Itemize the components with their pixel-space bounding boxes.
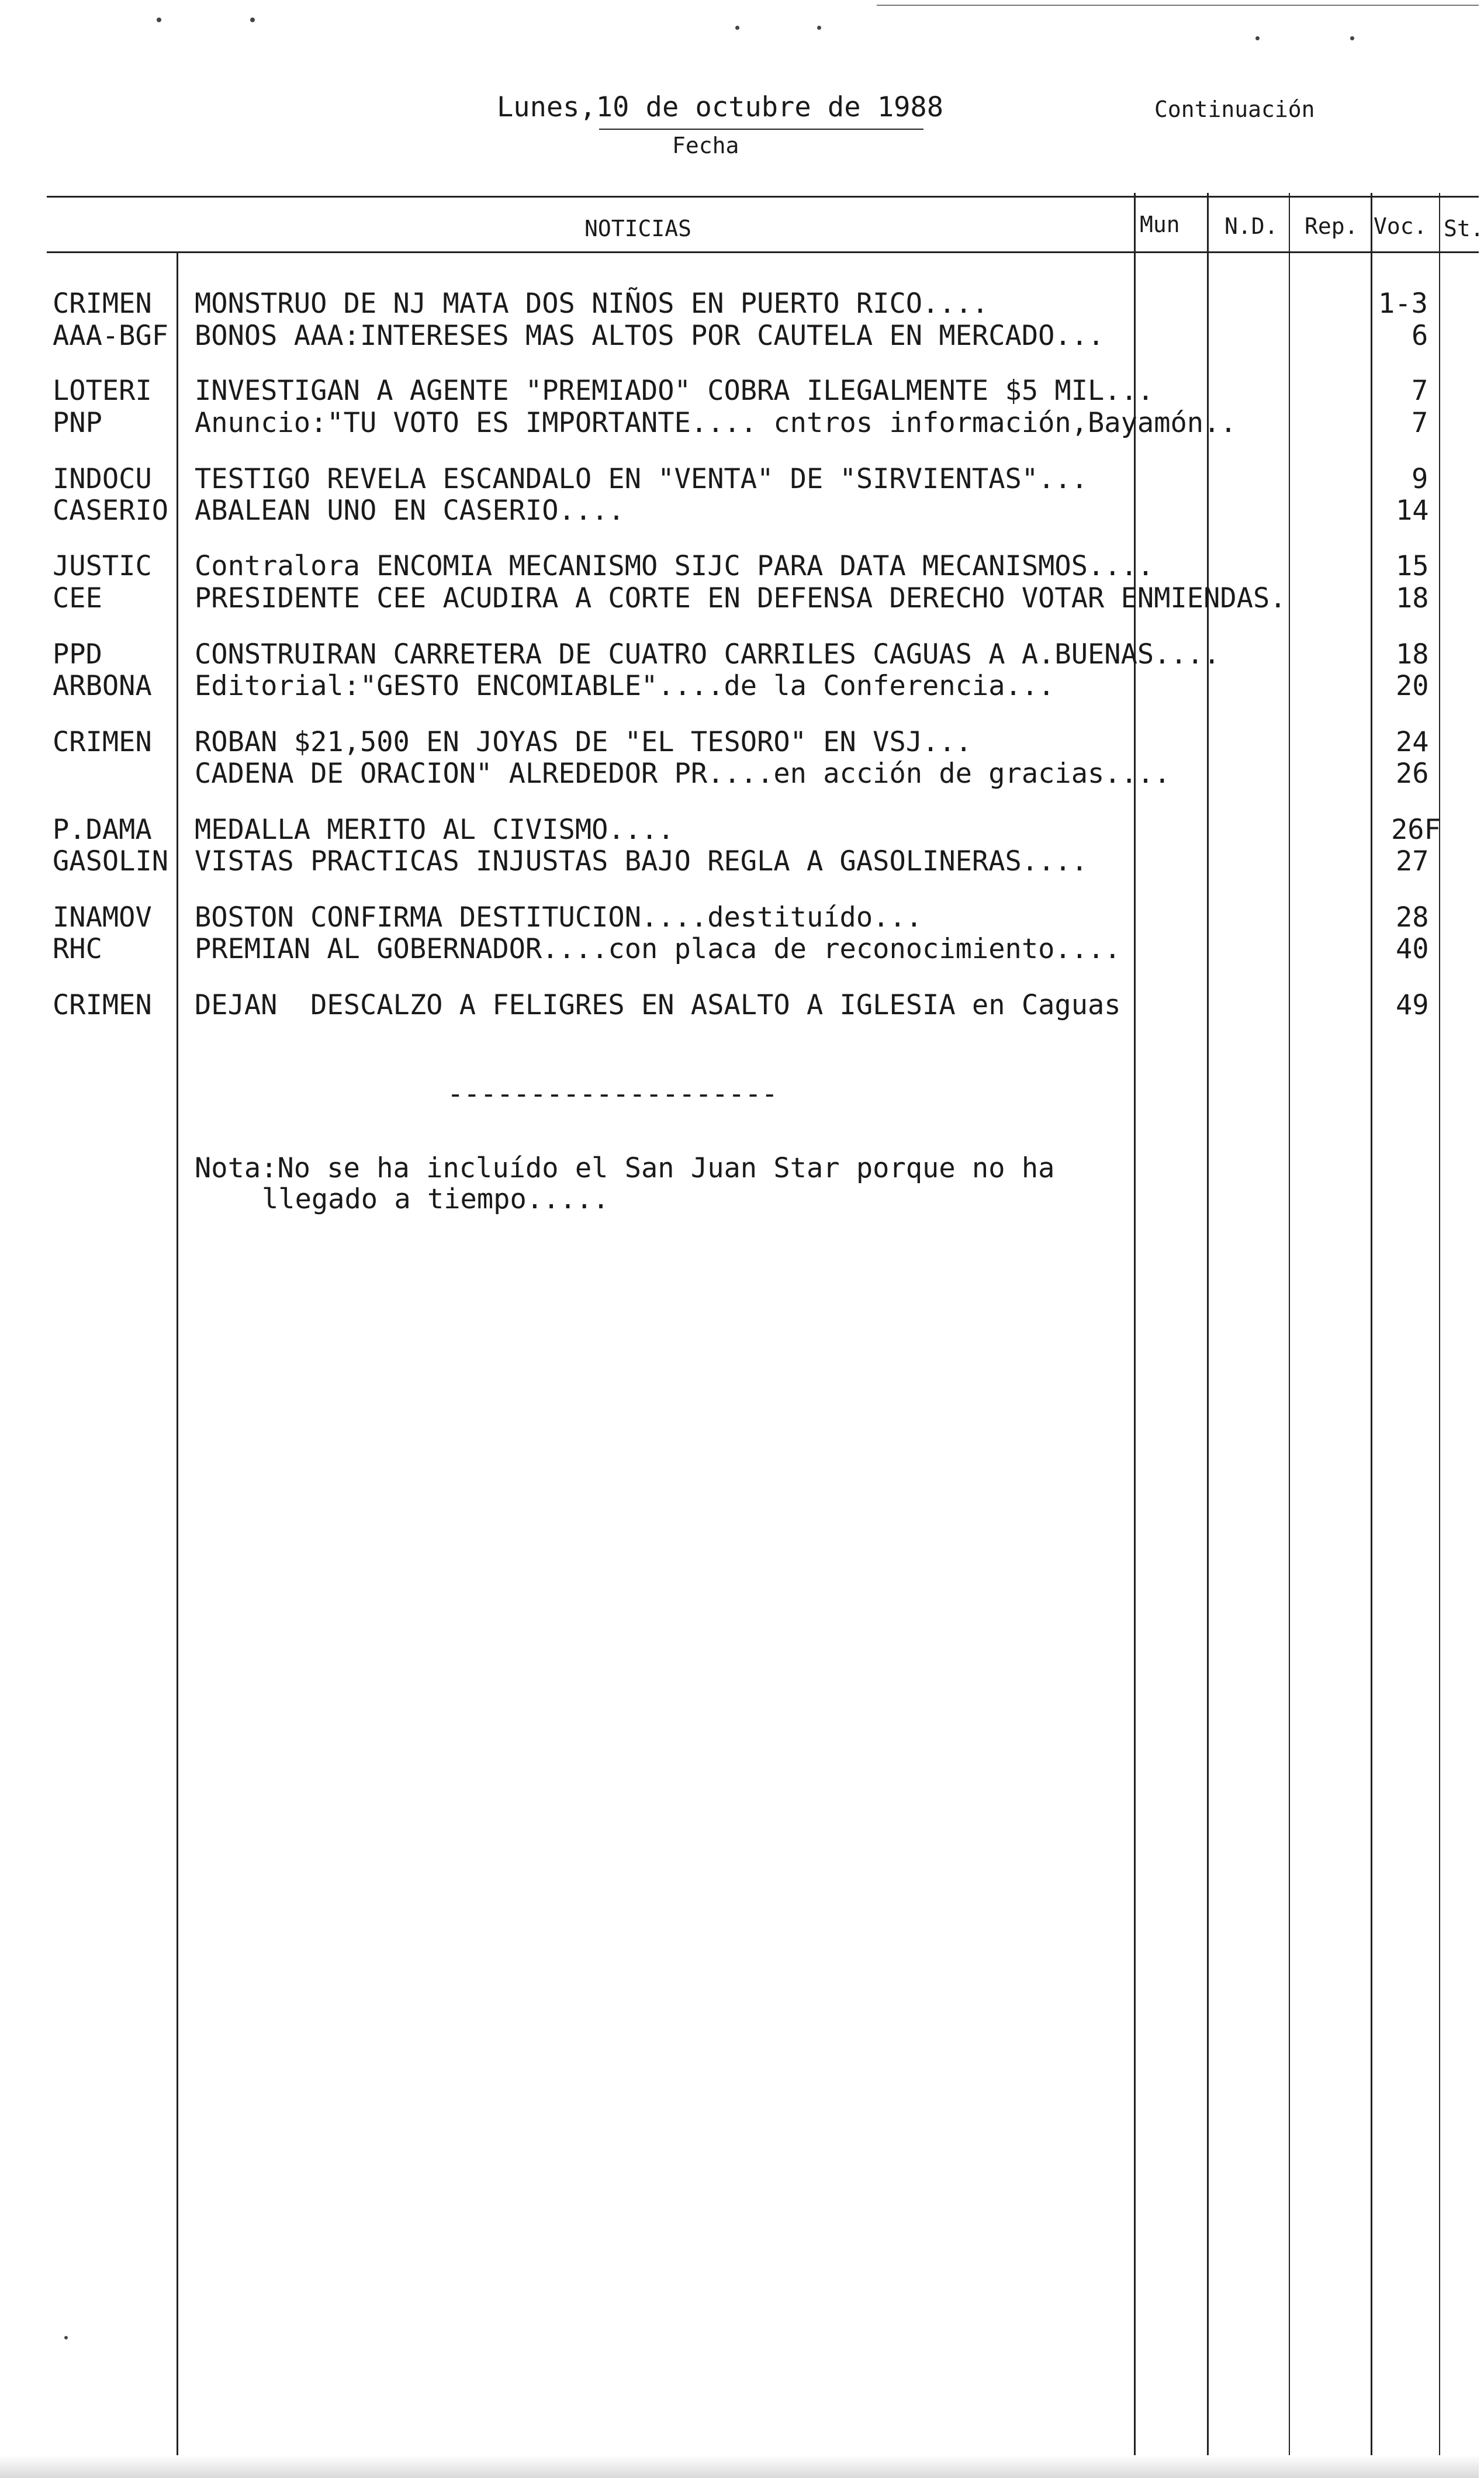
scan-speck (817, 26, 821, 30)
row-page: 40 (1396, 933, 1429, 965)
row-tag: CASERIO (53, 495, 169, 527)
row-tag: AAA-BGF (53, 320, 169, 352)
row-headline: MEDALLA MERITO AL CIVISMO.... (195, 814, 674, 846)
scan-speck (250, 18, 255, 22)
column-header-voc: Voc. (1374, 213, 1427, 239)
row-headline: Anuncio:"TU VOTO ES IMPORTANTE.... cntros información,Bayamón.. (195, 407, 1237, 439)
row-headline: VISTAS PRACTICAS INJUSTAS BAJO REGLA A GASOLINERAS.... (195, 845, 1088, 877)
scan-speck (1350, 36, 1354, 40)
row-headline: TESTIGO REVELA ESCANDALO EN "VENTA" DE "SIRVIENTAS"... (195, 463, 1088, 495)
row-tag: CEE (53, 582, 102, 614)
scan-speck (1255, 36, 1260, 40)
row-page: 7 (1412, 375, 1428, 407)
row-headline: DEJAN DESCALZO A FELIGRES EN ASALTO A IGLESIA en Caguas (195, 989, 1121, 1021)
row-page: 20 (1396, 670, 1429, 702)
row-tag: PPD (53, 638, 102, 671)
scan-bottom-edge (0, 2455, 1479, 2478)
row-tag: ARBONA (53, 670, 152, 702)
row-page: 18 (1396, 638, 1429, 671)
row-headline: BOSTON CONFIRMA DESTITUCION....destituído... (195, 901, 923, 934)
column-header-mun: Mun (1140, 212, 1180, 237)
row-headline: BONOS AAA:INTERESES MAS ALTOS POR CAUTELA EN MERCADO... (195, 320, 1105, 352)
row-headline: CONSTRUIRAN CARRETERA DE CUATRO CARRILES CAGUAS A A.BUENAS.... (195, 638, 1220, 671)
row-tag: CRIMEN (53, 989, 152, 1021)
row-page: 27 (1396, 845, 1429, 877)
row-page: 7 (1412, 407, 1428, 439)
scan-speck (64, 2336, 68, 2339)
row-page: 18 (1396, 582, 1429, 614)
row-page: 26 (1396, 758, 1429, 790)
separator-dashes: -------------------- (447, 1078, 778, 1110)
column-header-nd: N.D. (1224, 213, 1278, 239)
column-header-rep: Rep. (1305, 213, 1358, 239)
row-tag: RHC (53, 933, 102, 965)
row-page: 1-3 (1378, 288, 1428, 320)
row-tag: CRIMEN (53, 726, 152, 758)
table-top-rule (47, 196, 1479, 198)
row-headline: Contralora ENCOMIA MECANISMO SIJC PARA DATA MECANISMOS.... (195, 550, 1154, 582)
rep-column-rule (1289, 193, 1290, 2478)
row-tag: LOTERI (53, 375, 152, 407)
column-header-noticias: NOTICIAS (584, 216, 692, 241)
row-tag: INAMOV (53, 901, 152, 934)
row-page: 15 (1396, 550, 1429, 582)
row-headline: CADENA DE ORACION" ALREDEDOR PR....en acción de gracias.... (195, 758, 1171, 790)
header-date-label: Fecha (672, 133, 739, 158)
row-headline: PRESIDENTE CEE ACUDIRA A CORTE EN DEFENSA DERECHO VOTAR ENMIENDAS. (195, 582, 1286, 614)
row-page: 6 (1412, 320, 1428, 352)
st-column-rule (1439, 193, 1440, 2478)
scan-speck (157, 18, 161, 22)
header-date: Lunes,10 de octubre de 1988 (497, 91, 944, 123)
row-headline: ROBAN $21,500 EN JOYAS DE "EL TESORO" EN VSJ... (195, 726, 972, 758)
scan-speck (735, 26, 739, 30)
tag-column-rule (177, 251, 178, 2478)
row-page: 9 (1412, 463, 1428, 495)
row-tag: GASOLIN (53, 845, 169, 877)
row-page: 14 (1396, 495, 1429, 527)
row-headline: PREMIAN AL GOBERNADOR....con placa de reconocimiento.... (195, 933, 1121, 965)
nd-column-rule (1207, 193, 1209, 2478)
table-header-rule (47, 251, 1479, 253)
row-page: 49 (1396, 989, 1429, 1021)
note-line-2: llegado a tiempo..... (262, 1183, 610, 1215)
row-tag: CRIMEN (53, 288, 152, 320)
note-line-1: Nota:No se ha incluído el San Juan Star porque no ha (195, 1152, 1055, 1184)
row-tag: JUSTIC (53, 550, 152, 582)
mun-column-rule (1134, 193, 1136, 2478)
row-tag: PNP (53, 407, 102, 439)
date-underline (599, 129, 923, 130)
row-page: 28 (1396, 901, 1429, 934)
row-tag: INDOCU (53, 463, 152, 495)
row-headline: ABALEAN UNO EN CASERIO.... (195, 495, 625, 527)
row-page: 26F (1391, 814, 1441, 846)
row-page: 24 (1396, 726, 1429, 758)
scan-top-edge (877, 5, 1479, 6)
column-header-st: St. (1444, 216, 1484, 241)
row-headline: MONSTRUO DE NJ MATA DOS NIÑOS EN PUERTO RICO.... (195, 288, 989, 320)
row-headline: INVESTIGAN A AGENTE "PREMIADO" COBRA ILEGALMENTE $5 MIL... (195, 375, 1154, 407)
voc-column-rule (1371, 193, 1372, 2478)
row-headline: Editorial:"GESTO ENCOMIABLE"....de la Conferencia... (195, 670, 1055, 702)
row-tag: P.DAMA (53, 814, 152, 846)
header-continuation: Continuación (1154, 96, 1315, 122)
